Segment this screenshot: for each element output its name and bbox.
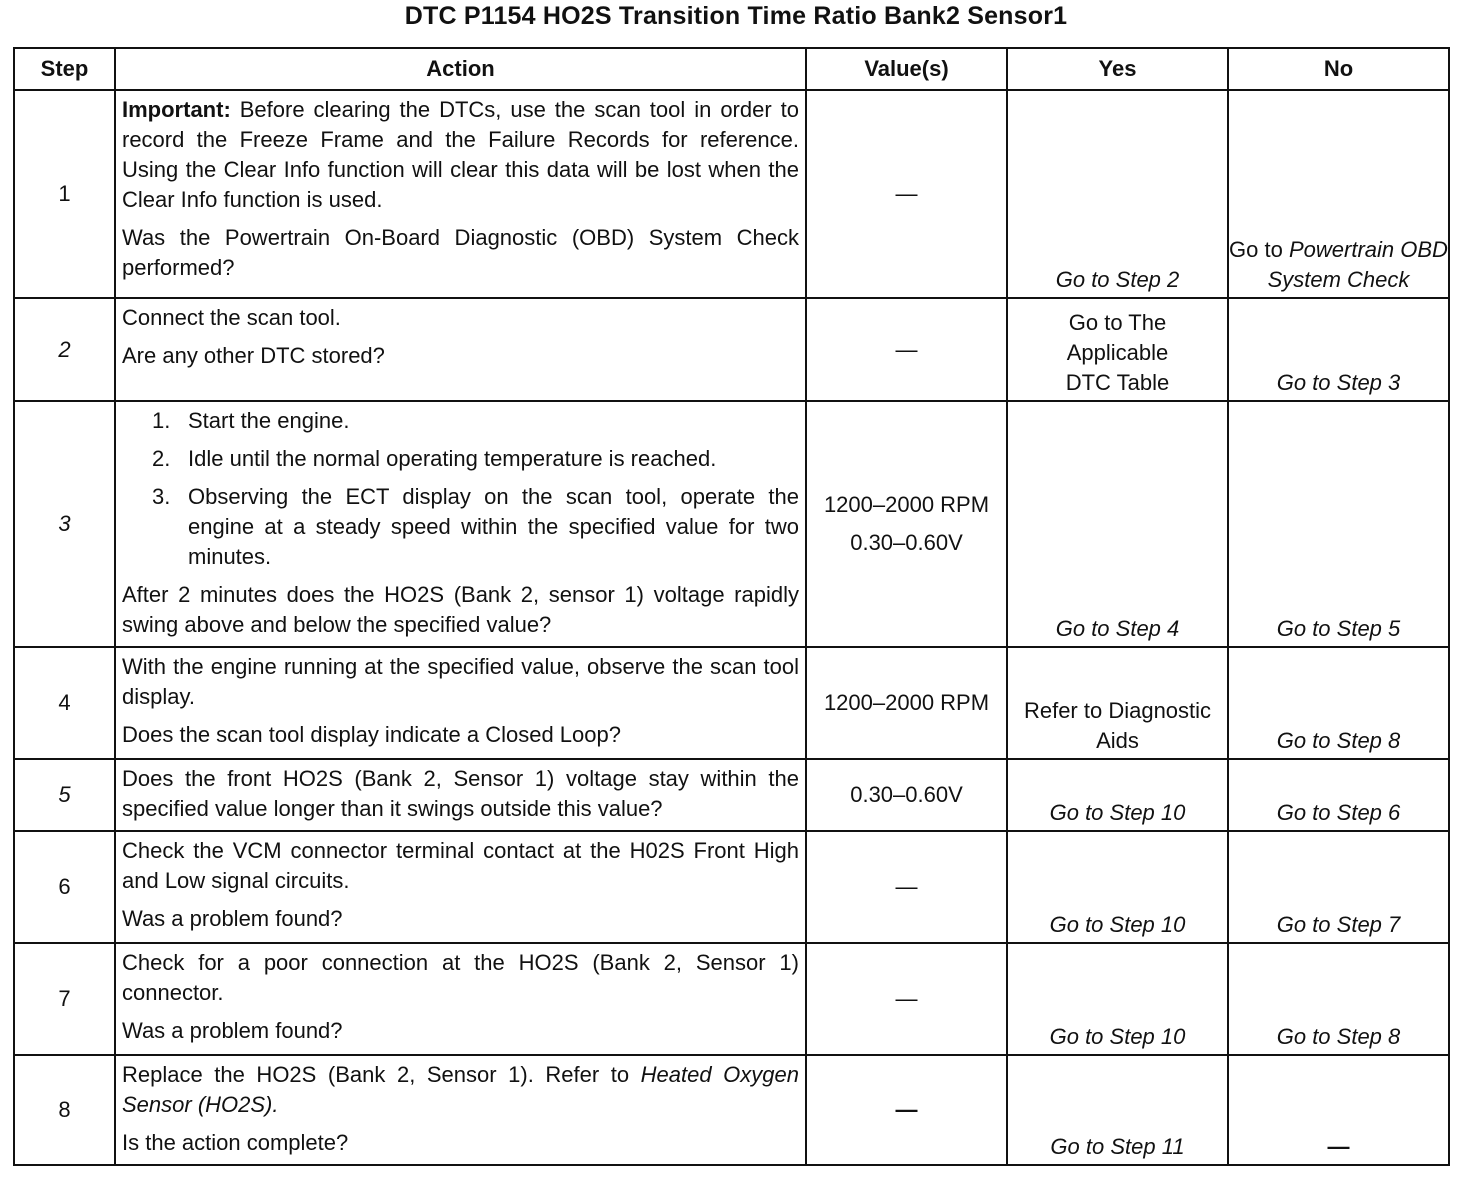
- no-cell: [1228, 298, 1449, 401]
- yes-cell: [1007, 831, 1228, 943]
- no-cell: [1228, 90, 1449, 298]
- no-prefix: Go to: [1229, 237, 1283, 262]
- yes-cell: [1007, 943, 1228, 1055]
- table-row: [14, 943, 1449, 1055]
- table-row: [14, 298, 1449, 401]
- step-number: 4: [14, 647, 115, 759]
- value-cell: —: [806, 831, 1007, 943]
- yes-cell: Go to The Applicable DTC Table: [1007, 298, 1228, 401]
- no-cell: [1228, 943, 1449, 1055]
- action-cell: [115, 831, 806, 943]
- action-question: Was a problem found?: [122, 1018, 343, 1043]
- yes-goto: Go to Step 10: [1049, 1024, 1186, 1049]
- step-number: 3: [14, 401, 115, 647]
- action-cell: [115, 90, 806, 298]
- value-rpm: 1200–2000 RPM: [823, 492, 990, 517]
- important-label: Important:: [122, 97, 231, 122]
- table-row: [14, 647, 1449, 759]
- header-yes: Yes: [1007, 48, 1228, 90]
- header-action: Action: [115, 48, 806, 90]
- value-cell: 0.30–0.60V: [806, 759, 1007, 831]
- yes-goto: Go to Step 11: [1050, 1134, 1185, 1159]
- no-cell: —: [1228, 1055, 1449, 1165]
- step-number: 1: [14, 90, 115, 298]
- step-number: 7: [14, 943, 115, 1055]
- procedure-list: [122, 406, 799, 572]
- yes-cell: [1007, 90, 1228, 298]
- no-cell: [1228, 831, 1449, 943]
- action-question: Was the Powertrain On-Board Diagnostic (OBD) System Check performed?: [122, 225, 799, 280]
- action-cell: [115, 401, 806, 647]
- yes-cell: [1007, 1055, 1228, 1165]
- step-number: 6: [14, 831, 115, 943]
- no-goto: Go to Step 8: [1276, 1024, 1401, 1049]
- step-number: 8: [14, 1055, 115, 1165]
- list-item: 1. Start the engine.: [152, 408, 350, 433]
- value-cell: —: [806, 90, 1007, 298]
- no-cell: [1228, 759, 1449, 831]
- no-goto: Go to Step 7: [1276, 912, 1401, 937]
- value-voltage: 0.30–0.60V: [850, 530, 963, 555]
- action-question: Was a problem found?: [122, 906, 343, 931]
- yes-goto: Go to Step 10: [1049, 912, 1186, 937]
- table-row: [14, 759, 1449, 831]
- action-text: With the engine running at the specified value, observe the scan tool display.: [122, 654, 799, 709]
- step-number: 5: [14, 759, 115, 831]
- action-cell: [115, 759, 806, 831]
- no-cell: [1228, 401, 1449, 647]
- value-cell: —: [806, 943, 1007, 1055]
- action-cell: [115, 298, 806, 401]
- action-cell: [115, 647, 806, 759]
- yes-goto: Go to Step 4: [1055, 616, 1180, 641]
- yes-cell: [1007, 759, 1228, 831]
- no-goto: Go to Step 6: [1276, 800, 1401, 825]
- action-reference: Heated Oxygen Sensor (HO2S).: [122, 1062, 800, 1117]
- action-text: Check the VCM connector terminal contact at the H02S Front High and Low signal circuits.: [122, 838, 799, 893]
- action-text: Replace the HO2S (Bank 2, Sensor 1). Refer to: [122, 1062, 641, 1087]
- yes-cell: [1007, 401, 1228, 647]
- table-row: [14, 831, 1449, 943]
- important-text: Before clearing the DTCs, use the scan tool in order to record the Freeze Frame and the Failure Records for reference. Using the Clear Info function will clear this data will be lost when the Clear Info function is used.: [122, 97, 799, 212]
- action-cell: [115, 1055, 806, 1165]
- table-row: [14, 1055, 1449, 1165]
- value-cell: [806, 401, 1007, 647]
- action-question: Is the action complete?: [122, 1130, 349, 1155]
- action-text: Check for a poor connection at the HO2S (Bank 2, Sensor 1) connector.: [122, 950, 799, 1005]
- yes-goto: Go to Step 2: [1055, 267, 1180, 292]
- no-goto: Go to Step 8: [1276, 728, 1401, 753]
- action-question: Does the scan tool display indicate a Closed Loop?: [122, 722, 621, 747]
- value-cell: —: [806, 1055, 1007, 1165]
- yes-goto: Go to Step 10: [1049, 800, 1186, 825]
- header-no: No: [1228, 48, 1449, 90]
- header-step: Step: [14, 48, 115, 90]
- action-question: Are any other DTC stored?: [122, 343, 385, 368]
- no-goto: Powertrain OBD System Check: [1267, 237, 1448, 292]
- action-cell: [115, 943, 806, 1055]
- no-goto: Go to Step 5: [1276, 616, 1401, 641]
- no-goto: Go to Step 3: [1276, 370, 1401, 395]
- header-values: Value(s): [806, 48, 1007, 90]
- list-item: 3. Observing the ECT display on the scan tool, operate the engine at a steady speed within the specified value for two minutes.: [152, 484, 799, 569]
- table-row: [14, 401, 1449, 647]
- action-question: Does the front HO2S (Bank 2, Sensor 1) voltage stay within the specified value longer than it swings outside this value?: [122, 766, 799, 821]
- page-title: DTC P1154 HO2S Transition Time Ratio Bank2 Sensor1: [404, 2, 1068, 30]
- diagnostic-table: [13, 47, 1450, 1166]
- action-text: Connect the scan tool.: [122, 305, 341, 330]
- action-question: After 2 minutes does the HO2S (Bank 2, sensor 1) voltage rapidly swing above and below the specified value?: [122, 582, 799, 637]
- value-cell: —: [806, 298, 1007, 401]
- table-row: [14, 90, 1449, 298]
- value-cell: 1200–2000 RPM: [806, 647, 1007, 759]
- no-cell: [1228, 647, 1449, 759]
- list-item: 2. Idle until the normal operating temperature is reached.: [152, 446, 717, 471]
- step-number: 2: [14, 298, 115, 401]
- table-header-row: [14, 48, 1449, 90]
- yes-cell: Refer to Diagnostic Aids: [1007, 647, 1228, 759]
